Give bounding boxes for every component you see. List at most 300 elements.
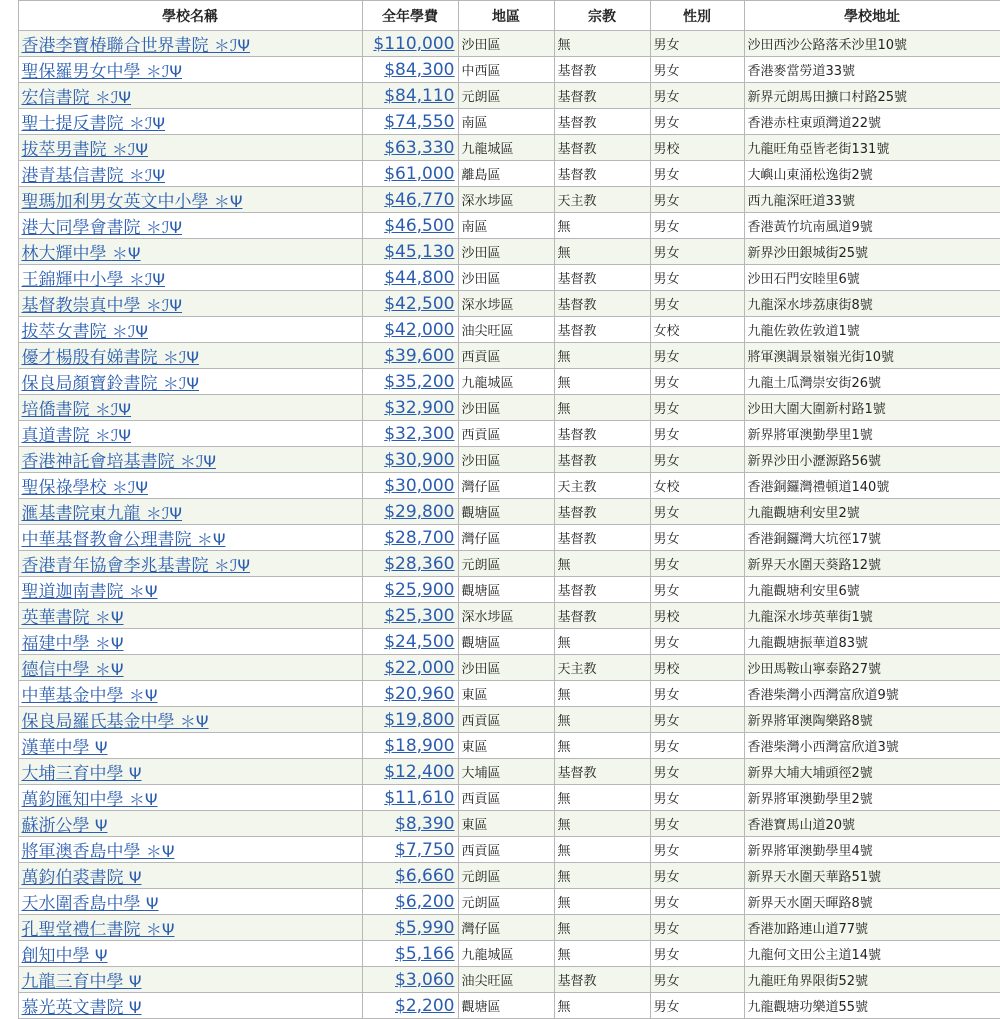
school-name-link[interactable] (22, 452, 217, 472)
annual-fee-cell (362, 525, 458, 551)
table-row (0, 291, 1000, 317)
school-name-link[interactable] (22, 478, 149, 498)
gender-cell: 男女 (650, 551, 744, 577)
annual-fee-link[interactable]: $28,360 (384, 553, 455, 574)
gender-cell: 男女 (650, 733, 744, 759)
district-cell: 中西區 (458, 57, 554, 83)
address-cell: 九龍佐敦佐敦道1號 (744, 317, 1000, 343)
school-name-text: 基督教崇真中學 (21, 296, 141, 316)
row-gutter (0, 161, 18, 187)
gender-cell: 男女 (650, 525, 744, 551)
school-name-link[interactable] (22, 972, 142, 992)
school-category-marks: ＊Ψ (145, 920, 175, 939)
religion-cell: 基督教 (554, 135, 650, 161)
table-row (0, 187, 1000, 213)
annual-fee-link[interactable]: $8,390 (395, 813, 455, 834)
school-name-cell (18, 603, 362, 629)
school-name-text: 英華書院 (21, 608, 90, 628)
school-name-cell (18, 785, 362, 811)
school-category-marks: Ψ (128, 868, 142, 887)
school-category-marks: Ψ (128, 764, 142, 783)
school-category-marks: ＊Ψ (94, 634, 124, 653)
school-name-text: 林大輝中學 (21, 244, 107, 264)
district-cell: 灣仔區 (458, 473, 554, 499)
annual-fee-cell (362, 109, 458, 135)
annual-fee-cell (362, 889, 458, 915)
header-annual-fee: 全年學費 (362, 1, 458, 31)
school-name-cell (18, 421, 362, 447)
school-name-link[interactable] (22, 192, 243, 212)
gender-cell: 女校 (650, 473, 744, 499)
annual-fee-cell (362, 239, 458, 265)
annual-fee-link[interactable]: $2,200 (395, 995, 455, 1016)
annual-fee-link[interactable]: $32,300 (384, 423, 455, 444)
district-cell: 觀塘區 (458, 993, 554, 1019)
school-name-link[interactable] (22, 634, 124, 654)
annual-fee-cell (362, 31, 458, 57)
address-cell: 新界將軍澳勤學里2號 (744, 785, 1000, 811)
table-row (0, 447, 1000, 473)
address-cell: 將軍澳調景嶺嶺光街10號 (744, 343, 1000, 369)
gender-cell: 男女 (650, 759, 744, 785)
religion-cell: 基督教 (554, 759, 650, 785)
gender-cell: 男女 (650, 447, 744, 473)
gender-cell: 男女 (650, 343, 744, 369)
annual-fee-link[interactable]: $46,770 (384, 189, 455, 210)
school-name-link[interactable] (22, 296, 183, 316)
district-cell: 東區 (458, 681, 554, 707)
school-name-link[interactable] (22, 920, 175, 940)
school-category-marks: ＊Ψ (145, 842, 175, 861)
school-name-cell (18, 317, 362, 343)
school-category-marks: ＊Ψ (213, 192, 243, 211)
school-category-marks: ＊Ψ (128, 790, 158, 809)
gender-cell: 男女 (650, 785, 744, 811)
school-category-marks: ＊ℐΨ (145, 296, 183, 315)
religion-cell: 基督教 (554, 265, 650, 291)
row-gutter (0, 577, 18, 603)
annual-fee-cell (362, 707, 458, 733)
address-cell: 沙田西沙公路落禾沙里10號 (744, 31, 1000, 57)
table-row (0, 161, 1000, 187)
table-row (0, 343, 1000, 369)
school-name-link[interactable] (22, 556, 251, 576)
annual-fee-cell (362, 265, 458, 291)
annual-fee-cell (362, 967, 458, 993)
school-name-text: 大埔三育中學 (21, 764, 124, 784)
annual-fee-link[interactable]: $45,130 (384, 241, 455, 262)
school-name-link[interactable] (22, 62, 183, 82)
school-name-cell (18, 811, 362, 837)
school-category-marks: ＊ℐΨ (145, 504, 183, 523)
religion-cell: 基督教 (554, 317, 650, 343)
religion-cell: 基督教 (554, 447, 650, 473)
school-name-cell (18, 733, 362, 759)
table-row (0, 135, 1000, 161)
religion-cell: 無 (554, 369, 650, 395)
religion-cell: 基督教 (554, 57, 650, 83)
school-category-marks: Ψ (94, 738, 108, 757)
school-name-text: 九龍三育中學 (21, 972, 124, 992)
religion-cell: 無 (554, 395, 650, 421)
district-cell: 灣仔區 (458, 915, 554, 941)
school-category-marks: ＊ℐΨ (128, 114, 166, 133)
table-row (0, 837, 1000, 863)
school-name-text: 港青基信書院 (21, 166, 124, 186)
religion-cell: 基督教 (554, 291, 650, 317)
religion-cell: 基督教 (554, 499, 650, 525)
school-name-link[interactable] (22, 218, 183, 238)
row-gutter (0, 343, 18, 369)
address-cell: 香港加路連山道77號 (744, 915, 1000, 941)
annual-fee-cell (362, 993, 458, 1019)
address-cell: 九龍土瓜灣崇安街26號 (744, 369, 1000, 395)
school-category-marks: ＊ℐΨ (111, 140, 149, 159)
school-name-link[interactable] (22, 894, 159, 914)
school-category-marks: ＊Ψ (179, 712, 209, 731)
school-name-link[interactable] (22, 738, 108, 758)
table-row (0, 785, 1000, 811)
row-gutter (0, 681, 18, 707)
annual-fee-link[interactable]: $61,000 (384, 163, 455, 184)
annual-fee-cell (362, 395, 458, 421)
religion-cell: 無 (554, 733, 650, 759)
address-cell: 新界天水圍天華路51號 (744, 863, 1000, 889)
school-category-marks: ＊Ψ (128, 582, 158, 601)
school-name-link[interactable] (22, 348, 200, 368)
annual-fee-cell (362, 499, 458, 525)
annual-fee-cell (362, 161, 458, 187)
school-name-text: 香港李寶椿聯合世界書院 (21, 36, 209, 56)
district-cell: 西貢區 (458, 421, 554, 447)
annual-fee-link[interactable]: $28,700 (384, 527, 455, 548)
school-name-text: 中華基金中學 (21, 686, 124, 706)
annual-fee-link[interactable]: $39,600 (384, 345, 455, 366)
school-name-link[interactable] (22, 166, 166, 186)
annual-fee-cell (362, 343, 458, 369)
row-gutter (0, 213, 18, 239)
school-name-link[interactable] (22, 608, 124, 628)
annual-fee-cell (362, 837, 458, 863)
school-name-cell (18, 239, 362, 265)
annual-fee-link[interactable]: $5,166 (395, 943, 455, 964)
annual-fee-link[interactable]: $46,500 (384, 215, 455, 236)
school-name-link[interactable] (22, 530, 226, 550)
school-name-cell (18, 109, 362, 135)
annual-fee-cell (362, 655, 458, 681)
school-name-link[interactable] (22, 582, 158, 602)
religion-cell: 無 (554, 889, 650, 915)
table-row (0, 941, 1000, 967)
address-cell: 九龍觀塘利安里2號 (744, 499, 1000, 525)
address-cell: 大嶼山東涌松逸街2號 (744, 161, 1000, 187)
address-cell: 九龍深水埗荔康街8號 (744, 291, 1000, 317)
annual-fee-link[interactable]: $44,800 (384, 267, 455, 288)
school-name-cell (18, 161, 362, 187)
gender-cell: 男女 (650, 239, 744, 265)
school-name-cell (18, 655, 362, 681)
annual-fee-link[interactable]: $29,800 (384, 501, 455, 522)
school-name-cell (18, 291, 362, 317)
header-address: 學校地址 (744, 1, 1000, 31)
gender-cell: 男女 (650, 889, 744, 915)
annual-fee-cell (362, 915, 458, 941)
school-name-text: 港大同學會書院 (21, 218, 141, 238)
annual-fee-link[interactable]: $30,900 (384, 449, 455, 470)
religion-cell: 無 (554, 837, 650, 863)
school-category-marks: Ψ (128, 972, 142, 991)
school-name-text: 香港神託會培基書院 (21, 452, 175, 472)
school-name-link[interactable] (22, 374, 200, 394)
school-name-cell (18, 759, 362, 785)
district-cell: 西貢區 (458, 343, 554, 369)
annual-fee-link[interactable]: $74,550 (384, 111, 455, 132)
address-cell: 香港赤柱東頭灣道22號 (744, 109, 1000, 135)
school-name-link[interactable] (22, 868, 142, 888)
annual-fee-link[interactable]: $6,200 (395, 891, 455, 912)
school-name-link[interactable] (22, 322, 149, 342)
school-name-link[interactable] (22, 686, 158, 706)
religion-cell: 基督教 (554, 577, 650, 603)
gender-cell: 男女 (650, 967, 744, 993)
school-name-link[interactable] (22, 712, 209, 732)
address-cell: 香港黃竹坑南風道9號 (744, 213, 1000, 239)
school-name-link[interactable] (22, 816, 108, 836)
school-name-text: 聖士提反書院 (21, 114, 124, 134)
gender-cell: 男女 (650, 941, 744, 967)
annual-fee-link[interactable]: $25,300 (384, 605, 455, 626)
header-school-name: 學校名稱 (18, 1, 362, 31)
district-cell: 東區 (458, 733, 554, 759)
school-name-text: 真道書院 (21, 426, 90, 446)
district-cell: 西貢區 (458, 785, 554, 811)
row-gutter (0, 265, 18, 291)
school-name-link[interactable] (22, 244, 141, 264)
header-district: 地區 (458, 1, 554, 31)
school-name-cell (18, 629, 362, 655)
annual-fee-link[interactable]: $32,900 (384, 397, 455, 418)
district-cell: 九龍城區 (458, 941, 554, 967)
table-row (0, 421, 1000, 447)
district-cell: 深水埗區 (458, 187, 554, 213)
school-name-text: 孔聖堂禮仁書院 (21, 920, 141, 940)
religion-cell: 無 (554, 681, 650, 707)
school-name-link[interactable] (22, 504, 183, 524)
school-name-cell (18, 967, 362, 993)
gender-cell: 男校 (650, 135, 744, 161)
gender-cell: 男女 (650, 369, 744, 395)
annual-fee-link[interactable]: $110,000 (373, 33, 455, 54)
annual-fee-link[interactable]: $84,110 (384, 85, 455, 106)
gender-cell: 男校 (650, 603, 744, 629)
school-name-link[interactable] (22, 36, 251, 56)
school-name-link[interactable] (22, 270, 166, 290)
annual-fee-link[interactable]: $30,000 (384, 475, 455, 496)
address-cell: 新界元朗馬田擴口村路25號 (744, 83, 1000, 109)
religion-cell: 無 (554, 629, 650, 655)
school-category-marks: ＊Ψ (94, 608, 124, 627)
row-gutter (0, 473, 18, 499)
school-name-cell (18, 83, 362, 109)
school-name-link[interactable] (22, 660, 124, 680)
annual-fee-cell (362, 135, 458, 161)
annual-fee-cell (362, 291, 458, 317)
row-gutter (0, 629, 18, 655)
school-name-cell (18, 915, 362, 941)
annual-fee-link[interactable]: $19,800 (384, 709, 455, 730)
gender-cell: 男女 (650, 161, 744, 187)
school-category-marks: ＊Ψ (111, 244, 141, 263)
address-cell: 新界將軍澳陶樂路8號 (744, 707, 1000, 733)
annual-fee-cell (362, 681, 458, 707)
school-name-cell (18, 447, 362, 473)
row-gutter (0, 317, 18, 343)
school-name-cell (18, 941, 362, 967)
address-cell: 香港銅鑼灣禮頓道140號 (744, 473, 1000, 499)
gender-cell: 男女 (650, 109, 744, 135)
school-name-link[interactable] (22, 114, 166, 134)
gender-cell: 男女 (650, 395, 744, 421)
address-cell: 新界天水圍天葵路12號 (744, 551, 1000, 577)
row-gutter (0, 499, 18, 525)
school-name-text: 創知中學 (21, 946, 90, 966)
district-cell: 沙田區 (458, 239, 554, 265)
school-category-marks: ＊ℐΨ (145, 62, 183, 81)
gender-cell: 女校 (650, 317, 744, 343)
annual-fee-link[interactable]: $6,660 (395, 865, 455, 886)
row-gutter (0, 239, 18, 265)
row-gutter (0, 83, 18, 109)
annual-fee-cell (362, 421, 458, 447)
annual-fee-link[interactable]: $5,990 (395, 917, 455, 938)
annual-fee-link[interactable]: $25,900 (384, 579, 455, 600)
religion-cell: 無 (554, 863, 650, 889)
address-cell: 香港麥當勞道33號 (744, 57, 1000, 83)
annual-fee-link[interactable]: $20,960 (384, 683, 455, 704)
school-name-text: 蘇浙公學 (21, 816, 90, 836)
school-name-link[interactable] (22, 140, 149, 160)
school-category-marks: ＊Ψ (128, 686, 158, 705)
annual-fee-cell (362, 447, 458, 473)
religion-cell: 基督教 (554, 109, 650, 135)
annual-fee-cell (362, 83, 458, 109)
district-cell: 油尖旺區 (458, 967, 554, 993)
address-cell: 九龍觀塘利安里6號 (744, 577, 1000, 603)
address-cell: 九龍深水埗英華街1號 (744, 603, 1000, 629)
school-name-link[interactable] (22, 946, 108, 966)
table-row (0, 655, 1000, 681)
annual-fee-link[interactable]: $84,300 (384, 59, 455, 80)
row-gutter (0, 993, 18, 1019)
table-row (0, 473, 1000, 499)
annual-fee-link[interactable]: $18,900 (384, 735, 455, 756)
annual-fee-link[interactable]: $7,750 (395, 839, 455, 860)
header-row (0, 1, 1000, 31)
school-category-marks: ＊ℐΨ (128, 166, 166, 185)
annual-fee-link[interactable]: $24,500 (384, 631, 455, 652)
school-name-cell (18, 265, 362, 291)
school-category-marks: ＊ℐΨ (94, 400, 132, 419)
school-name-link[interactable] (22, 764, 142, 784)
religion-cell: 無 (554, 785, 650, 811)
religion-cell: 無 (554, 707, 650, 733)
school-category-marks: ＊ℐΨ (111, 322, 149, 341)
gender-cell: 男女 (650, 421, 744, 447)
district-cell: 離島區 (458, 161, 554, 187)
religion-cell: 基督教 (554, 83, 650, 109)
table-row (0, 733, 1000, 759)
row-gutter (0, 863, 18, 889)
address-cell: 沙田馬鞍山寧泰路27號 (744, 655, 1000, 681)
school-name-link[interactable] (22, 400, 132, 420)
school-name-cell (18, 31, 362, 57)
school-name-text: 福建中學 (21, 634, 90, 654)
school-category-marks: ＊ℐΨ (94, 426, 132, 445)
school-name-text: 拔萃女書院 (21, 322, 107, 342)
school-category-marks: Ψ (94, 816, 108, 835)
district-cell: 沙田區 (458, 265, 554, 291)
row-gutter (0, 395, 18, 421)
school-name-text: 聖瑪加利男女英文中小學 (21, 192, 209, 212)
address-cell: 新界將軍澳勤學里1號 (744, 421, 1000, 447)
school-category-marks: Ψ (128, 998, 142, 1017)
address-cell: 新界天水圍天暉路8號 (744, 889, 1000, 915)
header-gutter (0, 1, 18, 31)
annual-fee-link[interactable]: $3,060 (395, 969, 455, 990)
gender-cell: 男女 (650, 993, 744, 1019)
annual-fee-link[interactable]: $35,200 (384, 371, 455, 392)
school-name-link[interactable] (22, 842, 175, 862)
table-row (0, 811, 1000, 837)
address-cell: 香港柴灣小西灣富欣道3號 (744, 733, 1000, 759)
row-gutter (0, 655, 18, 681)
table-row (0, 525, 1000, 551)
row-gutter (0, 551, 18, 577)
school-name-cell (18, 577, 362, 603)
district-cell: 深水埗區 (458, 603, 554, 629)
school-name-cell (18, 707, 362, 733)
school-category-marks: ＊ℐΨ (213, 556, 251, 575)
annual-fee-link[interactable]: $63,330 (384, 137, 455, 158)
district-cell: 觀塘區 (458, 499, 554, 525)
annual-fee-cell (362, 785, 458, 811)
address-cell: 沙田石門安睦里6號 (744, 265, 1000, 291)
table-row (0, 603, 1000, 629)
religion-cell: 無 (554, 213, 650, 239)
annual-fee-cell (362, 733, 458, 759)
annual-fee-link[interactable]: $42,500 (384, 293, 455, 314)
district-cell: 沙田區 (458, 655, 554, 681)
school-name-link[interactable] (22, 790, 158, 810)
annual-fee-link[interactable]: $11,610 (384, 787, 455, 808)
gender-cell: 男女 (650, 291, 744, 317)
annual-fee-link[interactable]: $12,400 (384, 761, 455, 782)
row-gutter (0, 31, 18, 57)
annual-fee-link[interactable]: $42,000 (384, 319, 455, 340)
school-name-link[interactable] (22, 998, 142, 1018)
school-name-text: 漢華中學 (21, 738, 90, 758)
school-name-link[interactable] (22, 88, 132, 108)
table-row (0, 707, 1000, 733)
annual-fee-cell (362, 473, 458, 499)
header-gender: 性別 (650, 1, 744, 31)
address-cell: 新界大埔大埔頭徑2號 (744, 759, 1000, 785)
gender-cell: 男女 (650, 681, 744, 707)
address-cell: 九龍何文田公主道14號 (744, 941, 1000, 967)
address-cell: 香港寶馬山道20號 (744, 811, 1000, 837)
annual-fee-link[interactable]: $22,000 (384, 657, 455, 678)
school-name-link[interactable] (22, 426, 132, 446)
